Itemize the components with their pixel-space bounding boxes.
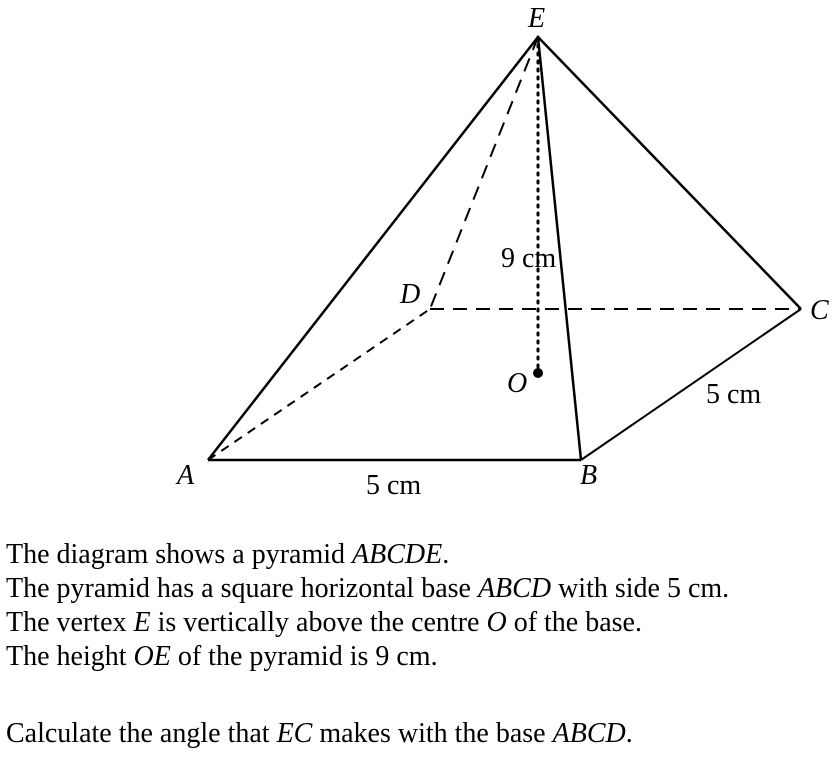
- vertex-label-d: D: [400, 279, 421, 310]
- description-line-1: The diagram shows a pyramid ABCDE.: [6, 539, 450, 570]
- edge-ec: [538, 37, 801, 309]
- description-line-3: The vertex E is vertically above the centre O of the base.: [6, 607, 642, 638]
- vertex-label-e: E: [528, 3, 546, 34]
- problem-description: [6, 538, 834, 674]
- edge-ea: [208, 37, 538, 460]
- question-text: Calculate the angle that EC makes with the base ABCD.: [6, 718, 633, 749]
- vertex-label-a: A: [177, 460, 195, 491]
- vertex-label-o: O: [507, 368, 528, 399]
- vertex-label-b: B: [580, 460, 598, 491]
- height-measurement-label: 9 cm: [501, 243, 557, 274]
- side-bc-measurement-label: 5 cm: [706, 379, 762, 410]
- description-line-2: The pyramid has a square horizontal base ABCD with side 5 cm.: [6, 573, 730, 604]
- edge-ad-hidden: [208, 309, 430, 460]
- centre-point-o: [533, 368, 543, 378]
- vertex-label-c: C: [810, 295, 829, 326]
- edge-bc: [581, 309, 801, 460]
- description-line-4: The height OE of the pyramid is 9 cm.: [6, 641, 438, 672]
- side-ab-measurement-label: 5 cm: [366, 470, 422, 501]
